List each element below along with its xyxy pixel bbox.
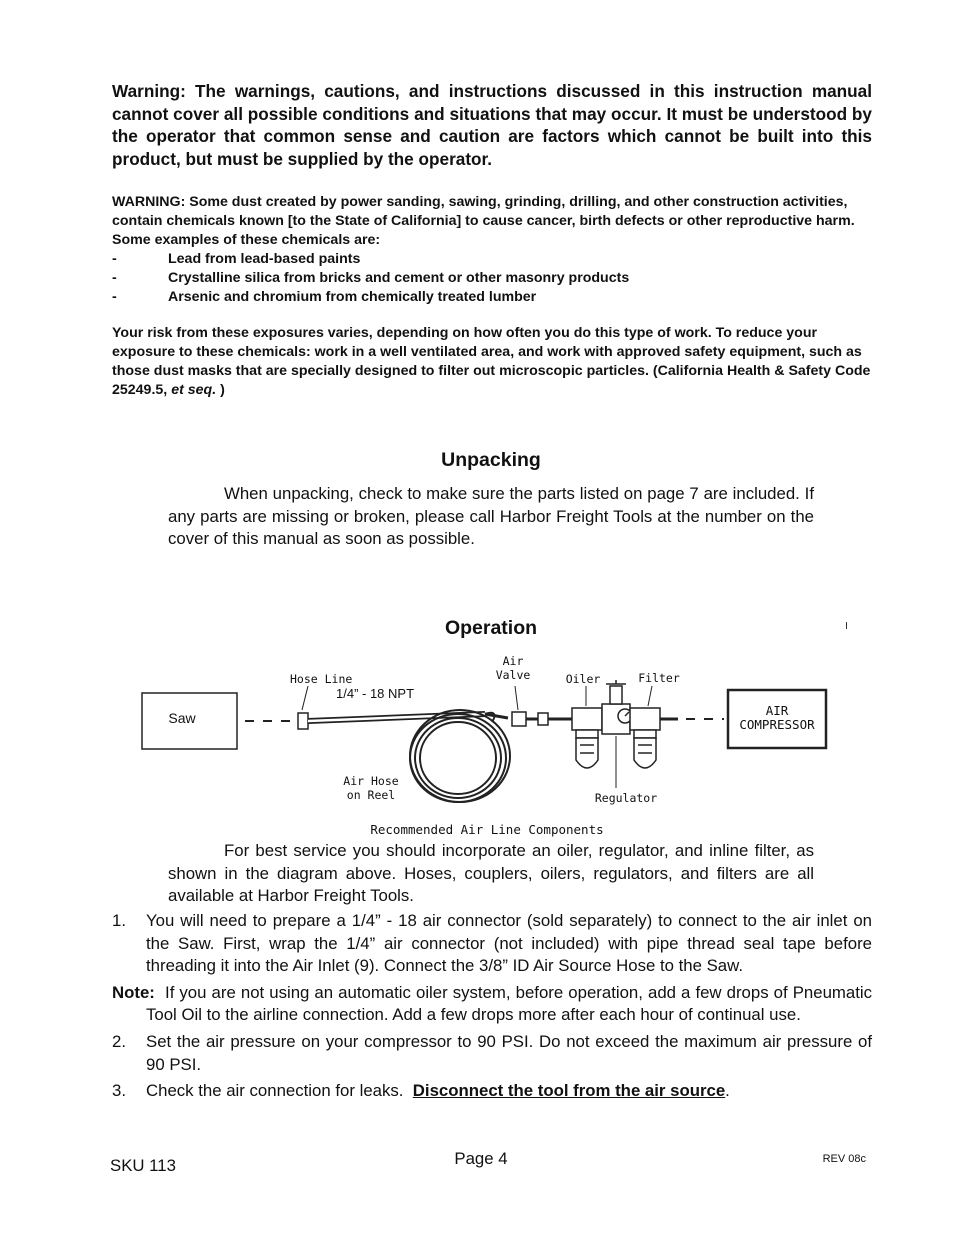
- npt-label: 1/4” - 18 NPT: [336, 686, 415, 701]
- sku-label: SKU 113: [110, 1156, 176, 1175]
- list-item: - Crystalline silica from bricks and cement or other masonry products: [112, 270, 630, 286]
- air-line-diagram: [140, 650, 830, 820]
- air-valve: [512, 712, 526, 726]
- warning-main: Warning: The warnings, cautions, and instructions discussed in this instruction manual cannot cover all possible conditions and situations that may occur. It must be understood by the operator that common sense and caution are factors which cannot be built into this product, but must be supplied by the operator.: [112, 81, 872, 169]
- operation-intro: For best service you should incorporate an oiler, regulator, and inline filter, as shown in the diagram above. Hoses, couplers, oilers, regulators, and filters are all available at Harbor Freight Tools.: [168, 841, 814, 906]
- et-seq: et seq.: [171, 382, 217, 398]
- saw-label: Saw: [168, 710, 196, 726]
- stray-mark: [846, 622, 847, 629]
- list-item: - Arsenic and chromium from chemically treated lumber: [112, 289, 537, 305]
- note-label: Note:: [112, 982, 155, 1002]
- unpacking-text: When unpacking, check to make sure the parts listed on page 7 are included. If any parts are missing or broken, please call Harbor Freight Tools at the number on the cover of this manual as soon as possible.: [168, 484, 814, 549]
- regulator-label: Regulator: [594, 791, 658, 805]
- oiler-label: Oiler: [565, 672, 601, 686]
- reel-label: Air Hose on Reel: [343, 774, 399, 802]
- hose-fitting: [298, 713, 308, 729]
- list-item: 3. Check the air connection for leaks. Disconnect the tool from the air source.: [112, 1081, 730, 1101]
- california-warning-intro: WARNING: Some dust created by power sanding, sawing, grinding, drilling, and other construction activities, contain chemicals known [to the State of California] to cause cancer, birth defects or other reproductive harm. Some examples of these chemicals are:: [112, 194, 855, 248]
- disconnect-warning: Disconnect the tool from the air source: [412, 1081, 726, 1101]
- oiler: [572, 708, 602, 768]
- diagram-caption: Recommended Air Line Components: [370, 822, 604, 837]
- compressor-label: AIR COMPRESSOR: [739, 703, 815, 732]
- page-number: Page 4: [454, 1149, 508, 1168]
- list-item: 2. Set the air pressure on your compressor to 90 PSI. Do not exceed the maximum air pressure of 90 PSI.: [112, 1031, 872, 1074]
- risk-paragraph: Your risk from these exposures varies, depending on how often you do this type of work. To reduce your exposure to these chemicals: work in a well ventilated area, and work with approved safety equipment, such as those dust masks that are specially designed to filter out microscopic particles. (California Health & Safety Code 25249.5, et seq. ): [112, 325, 871, 398]
- california-warning: [112, 193, 872, 307]
- operation-heading: Operation: [444, 617, 538, 639]
- regulator: [602, 680, 632, 734]
- unpacking-heading: Unpacking: [441, 449, 541, 471]
- note: Note: If you are not using an automatic oiler system, before operation, add a few drops of Pneumatic Tool Oil to the airline connection. Add a few drops more after each hour of continual use.: [112, 982, 873, 1025]
- hose-line-label: Hose Line: [290, 672, 353, 686]
- air-valve-label: Air Valve: [495, 654, 531, 682]
- revision: REV 08c: [822, 1153, 866, 1165]
- filter-label: Filter: [638, 671, 680, 685]
- list-item: - Lead from lead-based paints: [112, 251, 361, 267]
- list-item: 1. You will need to prepare a 1/4” - 18 air connector (sold separately) to connect to the air inlet on the Saw. First, wrap the 1/4” air connector (not included) with pipe thread seal tape before threading it into the Air Inlet (9). Connect the 3/8” ID Air Source Hose to the Saw.: [112, 911, 872, 976]
- hose-reel: [410, 710, 510, 802]
- operation-steps: [112, 910, 872, 1107]
- filter: [630, 708, 660, 768]
